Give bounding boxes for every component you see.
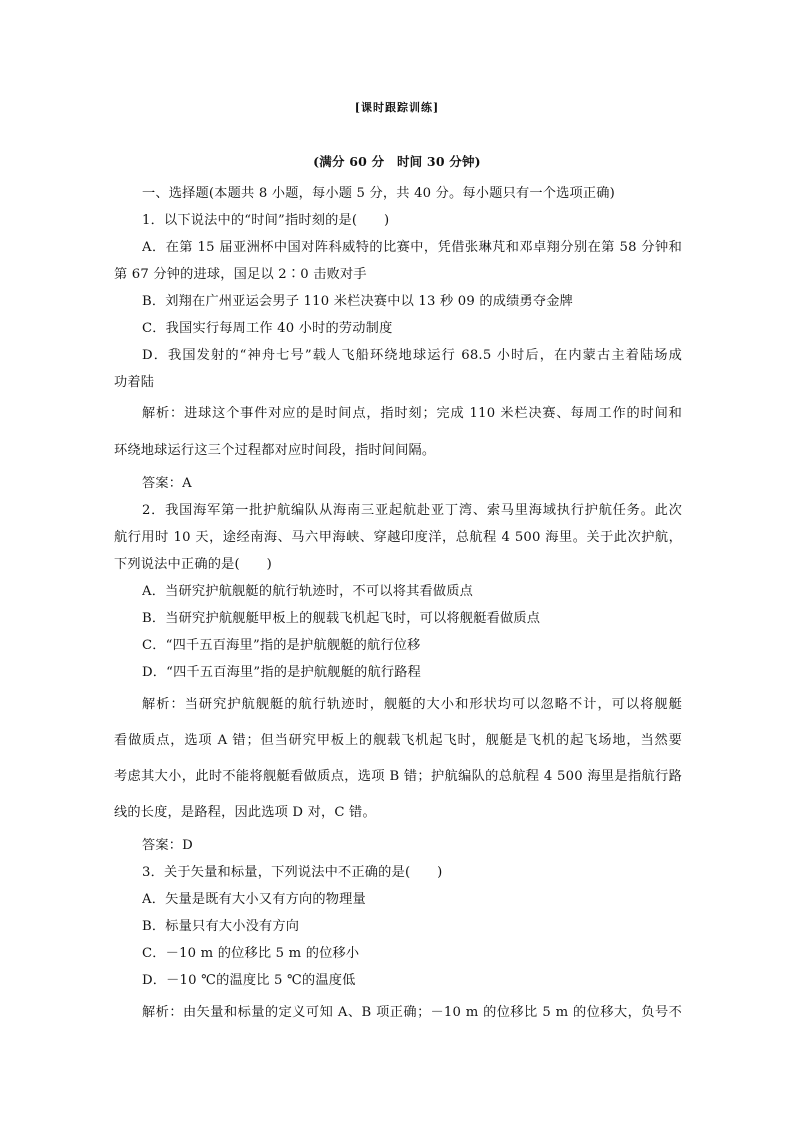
exam-subtitle: (满分 60 分 时间 30 分钟)	[313, 154, 481, 169]
q2-stem-cont-1: 航行用时 10 天，途经南海、马六甲海峡、穿越印度洋，总航程 4 500 海里。关于此次护航，	[114, 530, 682, 545]
q1-option-b: B．刘翔在广州亚运会男子 110 米栏决赛中以 13 秒 09 的成绩勇夺金牌	[142, 294, 574, 309]
q2-answer: 答案：D	[142, 838, 193, 853]
q1-stem: 1．以下说法中的“时间”指时刻的是( )	[142, 213, 390, 228]
q1-answer: 答案：A	[142, 476, 192, 491]
q3-option-a: A．矢量是既有大小又有方向的物理量	[142, 892, 366, 907]
q2-option-b: B．当研究护航舰艇甲板上的舰载飞机起飞时，可以将舰艇看做质点	[142, 611, 541, 626]
q3-explanation: 解析：由矢量和标量的定义可知 A、B 项正确；－10 m 的位移比 5 m 的位移大，负号不	[142, 1005, 682, 1020]
q1-option-a-cont: 第 67 分钟的进球，国足以 2∶0 击败对手	[114, 267, 367, 282]
q2-option-d: D．“四千五百海里”指的是护航舰艇的航行路程	[142, 665, 422, 680]
q2-explanation: 解析：当研究护航舰艇的航行轨迹时，舰艇的大小和形状均可以忽略不计，可以将舰艇	[142, 697, 682, 712]
q2-explanation-cont-3: 线的长度，是路程，因此选项 D 对，C 错。	[114, 805, 376, 820]
q1-option-c: C．我国实行每周工作 40 小时的劳动制度	[142, 321, 393, 336]
q2-stem-cont-2: 下列说法中正确的是( )	[114, 557, 272, 572]
q2-explanation-cont-2: 考虑其大小，此时不能将舰艇看做质点，选项 B 错；护航编队的总航程 4 500 海里是指航行路	[114, 769, 682, 784]
q2-option-a: A．当研究护航舰艇的航行轨迹时，不可以将其看做质点	[142, 584, 474, 599]
q1-explanation: 解析：进球这个事件对应的是时间点，指时刻；完成 110 米栏决赛、每周工作的时间和	[142, 406, 682, 421]
q1-option-d: D．我国发射的“神舟七号”载人飞船环绕地球运行 68.5 小时后，在内蒙古主着陆场成	[142, 348, 682, 363]
q2-explanation-cont-1: 看做质点，选项 A 错；但当研究甲板上的舰载飞机起飞时，舰艇是飞机的起飞场地，当然要	[114, 733, 682, 748]
page-header: [课时跟踪训练]	[354, 101, 440, 114]
q1-option-a: A．在第 15 届亚洲杯中国对阵科威特的比赛中，凭借张琳芃和邓卓翔分别在第 58 分钟和	[142, 240, 682, 255]
q3-option-d: D．－10 ℃的温度比 5 ℃的温度低	[142, 973, 356, 988]
q2-option-c: C．“四千五百海里”指的是护航舰艇的航行位移	[142, 638, 421, 653]
q1-option-d-cont: 功着陆	[114, 375, 155, 390]
q3-option-c: C．－10 m 的位移比 5 m 的位移小	[142, 946, 360, 961]
q3-option-b: B．标量只有大小没有方向	[142, 919, 300, 934]
q2-stem: 2．我国海军第一批护航编队从海南三亚起航赴亚丁湾、索马里海域执行护航任务。此次	[142, 503, 682, 518]
q3-stem: 3．关于矢量和标量，下列说法中不正确的是( )	[142, 865, 443, 880]
q1-explanation-cont: 环绕地球运行这三个过程都对应时间段，指时间间隔。	[114, 443, 436, 458]
section-heading: 一、选择题(本题共 8 小题，每小题 5 分，共 40 分。每小题只有一个选项正确)	[142, 186, 616, 201]
